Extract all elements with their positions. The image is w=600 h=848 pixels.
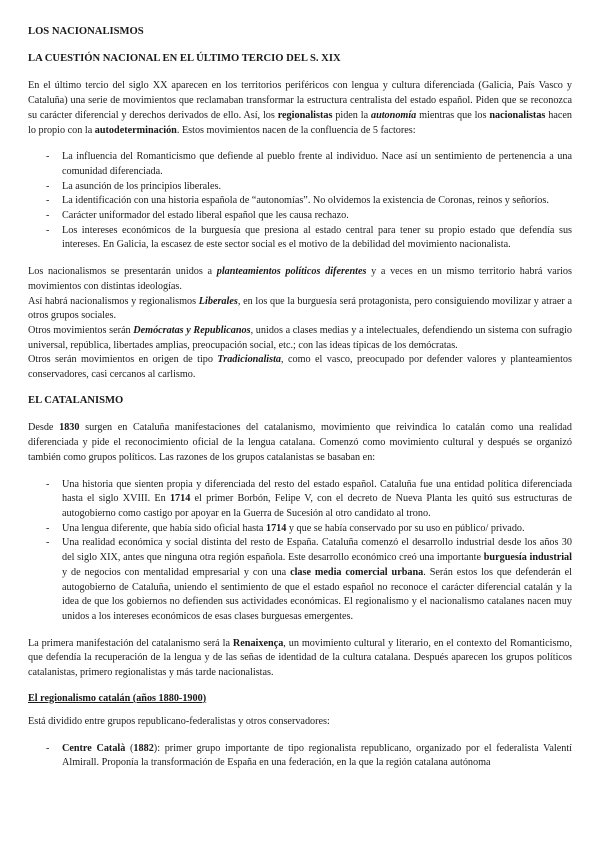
list-item: - Carácter uniformador del estado liberal español que les causa rechazo. xyxy=(46,210,349,222)
reasons-list xyxy=(28,478,572,625)
list-item: - Una historia que sienten propia y diferenciada del resto del estado español. Cataluña fue una entidad política diferenciada hasta el siglo XVIII. En 1714 el primer Borbón, Felipe V, con el decreto de Nueva Planta les quitó sus estructuras de autogobierno como castigo por apoyar en la Guerra de Sucesión al otro candidato al trono. xyxy=(46,478,572,519)
paragraph-democratas: Otros movimientos serán Demócratas y Republicanos, unidos a clases medias y a intelectuales, defendiendo un sistema con sufragio universal, república, libertades amplias, preocupación social, etc.; con las ideas típicas de los demócratas. xyxy=(28,324,572,351)
list-item: - Una realidad económica y social distinta del resto de España. Cataluña comenzó el desarrollo industrial desde los años 30 del siglo XIX, antes que ninguna otra región española. Este desarrollo económico creó una importante burguesía industrial y de negocios con mentalidad empresarial y con una clase media comercial urbana. Serán estos los que defenderán el autogobierno de Cataluña, uniendo el sentimiento de que el estado español no reconoce el carácter diferencial catalán y la idea de que los gobiernos no defienden sus actividades económicas. El regionalismo y el nacionalismo catalanes nacen muy unidos a los intereses económicos de esas clases burguesas emergentes. xyxy=(46,537,572,622)
paragraph-liberales: Así habrá nacionalismos y regionalismos Liberales, en los que la burguesía será protagonista, pero consiguiendo movilizar y atraer a otros grupos sociales. xyxy=(28,295,572,322)
paragraph-planteamientos: Los nacionalismos se presentarán unidos a planteamientos políticos diferentes y a veces en un mismo territorio habrá varios movimientos con distintas ideologías. xyxy=(28,266,572,292)
section-heading-catalanismo: EL CATALANISMO xyxy=(28,394,124,406)
subsection-heading-regionalismo: El regionalismo catalán (años 1880-1900) xyxy=(28,692,207,704)
list-item: - Centre Català (1882): primer grupo importante de tipo regionalista republicano, organizado por el federalista Valentí Almirall. Proponía la transformación de España en una federación, en la que la región catalana autónoma xyxy=(46,742,572,769)
catalanismo-intro-paragraph: Desde 1830 surgen en Cataluña manifestaciones del catalanismo, movimiento que reivindica lo catalán como una realidad diferenciada y pide el reconocimiento oficial de la lengua catalana. Comenzó como movimiento cultural y después se organizó también como grupos políticos. Las razones de los grupos catalanistas se basaban en: xyxy=(28,422,572,463)
intro-paragraph: En el último tercio del siglo XX aparecen en los territorios periféricos con lengua y cultura diferenciada (Galicia, País Vasco y Cataluña) una serie de movimientos que reclamaban transformar la estructura centralista del estado español. Piden que se reconozca su carácter diferencial y derechos derivados de ello. Así, los regionalistas piden la autonomía mientras que los nacionalistas hacen lo propio con la autodeterminación. Estos movimientos nacen de la confluencia de 5 factores: xyxy=(28,80,572,136)
list-item: - La asunción de los principios liberales. xyxy=(46,180,221,192)
groups-list xyxy=(28,742,572,771)
factors-list xyxy=(28,150,572,253)
renaixenca-paragraph: La primera manifestación del catalanismo será la Renaixença, un movimiento cultural y literario, en el contexto del Romanticismo, que defendía la recuperación de la lengua y de las señas de identidad de la cultura catalana. Después aparecen los grupos políticos catalanistas, primero regionalistas y más tarde nacionalistas. xyxy=(28,637,573,679)
paragraph-tradicionalista: Otros serán movimientos en origen de tipo Tradicionalista, como el vasco, preocupado por defender valores y planteamientos conservadores, casi cercanos al carlismo. xyxy=(28,354,572,381)
regionalismo-intro-paragraph: Está dividido entre grupos republicano-federalistas y otros conservadores: xyxy=(28,715,330,727)
document-title: LOS NACIONALISMOS xyxy=(28,26,144,37)
section-heading-cuestion-nacional: LA CUESTIÓN NACIONAL EN EL ÚLTIMO TERCIO DEL S. XIX xyxy=(28,52,341,64)
list-item: - La influencia del Romanticismo que defiende al pueblo frente al individuo. Nace así un sentimiento de pertenencia a una comunidad diferenciada. xyxy=(46,151,572,177)
list-item: - Una lengua diferente, que había sido oficial hasta 1714 y que se había conservado por su uso en público/ privado. xyxy=(46,522,525,534)
list-item: - La identificación con una historia española de “autonomías”. No olvidemos la existencia de Coronas, reinos y señoríos. xyxy=(46,195,549,207)
list-item: - Los intereses económicos de la burguesía que presiona al estado central para tener su propio estado que defendía sus intereses. En Galicia, la escasez de este sector social es el motivo de la debilidad del movimiento nacionalista. xyxy=(46,224,572,251)
